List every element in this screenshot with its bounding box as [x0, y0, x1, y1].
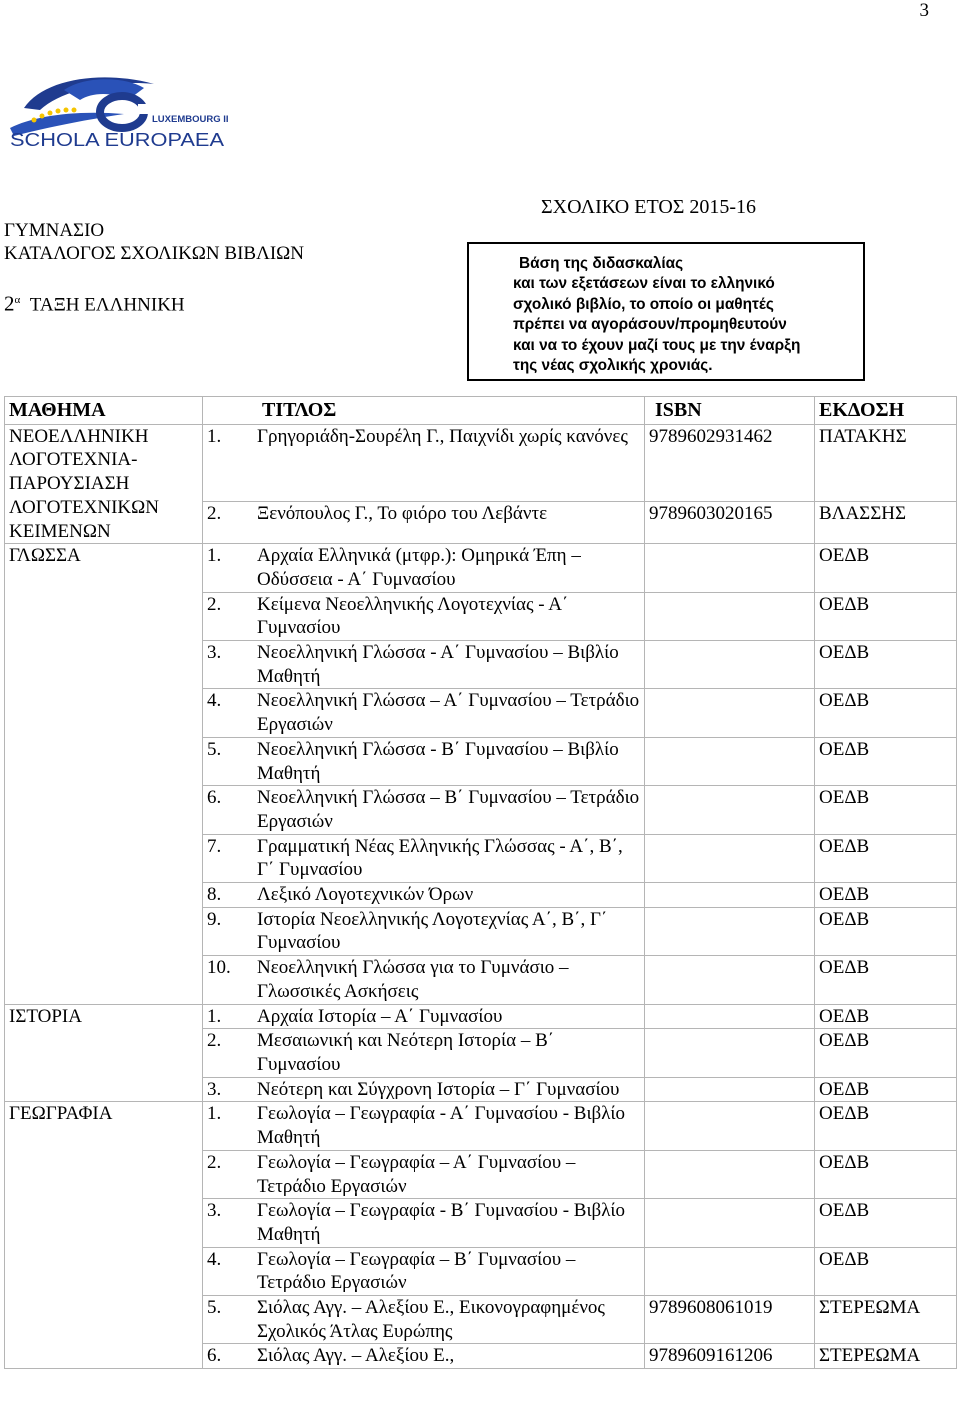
title-cell	[203, 956, 645, 1004]
title-cell	[203, 834, 645, 882]
item-number: 4.	[207, 1248, 222, 1270]
publisher-cell: ΟΕΔΒ	[815, 1102, 957, 1150]
publisher-cell: ΟΕΔΒ	[815, 1150, 957, 1198]
title-cell	[203, 737, 645, 785]
isbn-cell	[645, 1004, 815, 1029]
item-number: 1.	[207, 425, 222, 447]
isbn-cell: 9789602931462	[645, 424, 815, 502]
title-cell	[203, 1247, 645, 1295]
item-number: 2.	[207, 1151, 222, 1173]
grade-title: $2^\alpha$ ΤΑΞΗ ΕΛΛΗΝΙΚΗ	[4, 291, 185, 316]
item-number: 3.	[207, 1200, 222, 1222]
isbn-cell	[645, 883, 815, 908]
book-title: Σιόλας Αγγ. – Αλεξίου Ε.,	[257, 1345, 455, 1367]
isbn-cell	[645, 786, 815, 834]
isbn-cell: 9789609161206	[645, 1344, 815, 1369]
item-number: 6.	[207, 1345, 222, 1367]
isbn-cell	[645, 1150, 815, 1198]
book-title: Νεοελληνική Γλώσσα - Β΄ Γυμνασίου – Βιβλίο Μαθητή	[257, 738, 619, 784]
isbn-cell	[645, 1102, 815, 1150]
isbn-cell	[645, 737, 815, 785]
book-title: Γραμματική Νέας Ελληνικής Γλώσσας - Α΄, Β΄, Γ΄ Γυμνασίου	[257, 835, 623, 881]
title-cell	[203, 786, 645, 834]
svg-text:LUXEMBOURG II: LUXEMBOURG II	[152, 114, 229, 125]
publisher-cell: ΟΕΔΒ	[815, 1247, 957, 1295]
item-number: 3.	[207, 1078, 222, 1100]
table-row	[5, 424, 957, 502]
publisher-cell: ΟΕΔΒ	[815, 956, 957, 1004]
publisher-cell: ΟΕΔΒ	[815, 1077, 957, 1102]
catalog-title: ΚΑΤΑΛΟΓΟΣ ΣΧΟΛΙΚΩΝ ΒΙΒΛΙΩΝ	[4, 243, 305, 264]
isbn-cell	[645, 544, 815, 592]
publisher-cell: ΒΛΑΣΣΗΣ	[815, 502, 957, 544]
isbn-cell	[645, 1199, 815, 1247]
title-cell	[203, 1004, 645, 1029]
publisher-cell: ΟΕΔΒ	[815, 834, 957, 882]
header-publisher: ΕΚΔΟΣΗ	[815, 397, 957, 425]
title-cell	[203, 907, 645, 955]
book-table	[4, 396, 957, 1369]
publisher-cell: ΟΕΔΒ	[815, 689, 957, 737]
title-cell	[203, 1102, 645, 1150]
isbn-cell: 9789608061019	[645, 1296, 815, 1344]
book-title: Κείμενα Νεοελληνικής Λογοτεχνίας - Α΄ Γυμνασίου	[257, 593, 569, 639]
item-number: 10.	[207, 957, 231, 979]
table-row	[5, 1102, 957, 1150]
isbn-cell	[645, 592, 815, 640]
book-title: Σιόλας Αγγ. – Αλεξίου Ε., Εικονογραφημένος Σχολικός Άτλας Ευρώπης	[257, 1297, 605, 1342]
item-number: 1.	[207, 545, 222, 567]
table-row	[5, 1004, 957, 1029]
item-number: 1.	[207, 1005, 222, 1027]
book-title: Αρχαία Ελληνικά (μτφρ.): Ομηρικά Έπη – Οδύσσεια - Α΄ Γυμνασίου	[257, 545, 581, 590]
header-subject: ΜΑΘΗΜΑ	[5, 397, 203, 425]
item-number: 6.	[207, 787, 222, 809]
isbn-cell	[645, 689, 815, 737]
publisher-cell: ΟΕΔΒ	[815, 1029, 957, 1077]
item-number: 2.	[207, 503, 222, 525]
book-title: Μεσαιωνική και Νεότερη Ιστορία – Β΄ Γυμνασίου	[257, 1030, 555, 1075]
subject-cell: ΓΕΩΓΡΑΦΙΑ	[5, 1102, 203, 1369]
publisher-cell: ΣΤΕΡΕΩΜΑ	[815, 1296, 957, 1344]
title-cell	[203, 544, 645, 592]
book-title: Νεοελληνική Γλώσσα - Α΄ Γυμνασίου – Βιβλίο Μαθητή	[257, 642, 619, 687]
title-cell	[203, 1199, 645, 1247]
subject-cell: ΙΣΤΟΡΙΑ	[5, 1004, 203, 1102]
svg-text:SCHOLA EUROPAEA: SCHOLA EUROPAEA	[10, 130, 224, 150]
title-cell	[203, 641, 645, 689]
item-number: 2.	[207, 593, 222, 615]
table-header-row	[5, 397, 957, 425]
book-title: Νεοελληνική Γλώσσα – Α΄ Γυμνασίου – Τετράδιο Εργασιών	[257, 690, 640, 736]
school-year: ΣΧΟΛΙΚΟ ΕΤΟΣ 2015-16	[541, 196, 757, 218]
document-header	[4, 219, 304, 316]
isbn-cell	[645, 1029, 815, 1077]
item-number: 3.	[207, 642, 222, 664]
book-title: Γεωλογία – Γεωγραφία - Α΄ Γυμνασίου - Βιβλίο Μαθητή	[257, 1103, 626, 1149]
book-title: Λεξικό Λογοτεχνικών Όρων	[257, 884, 474, 906]
title-cell	[203, 1296, 645, 1344]
item-number: 8.	[207, 884, 222, 906]
book-title: Γεωλογία – Γεωγραφία - Β΄ Γυμνασίου - Βιβλίο Μαθητή	[257, 1200, 626, 1245]
book-title: Γρηγοριάδη-Σουρέλη Γ., Παιχνίδι χωρίς κανόνες	[257, 425, 628, 447]
publisher-cell: ΟΕΔΒ	[815, 907, 957, 955]
title-cell	[203, 1077, 645, 1102]
item-number: 2.	[207, 1030, 222, 1052]
item-number: 7.	[207, 835, 222, 857]
isbn-cell	[645, 956, 815, 1004]
isbn-cell: 9789603020165	[645, 502, 815, 544]
school-name: ΓΥΜΝΑΣΙΟ	[4, 220, 105, 241]
subject-cell: ΝΕΟΕΛΛΗΝΙΚΗ ΛΟΓΟΤΕΧΝΙΑ- ΠΑΡΟΥΣΙΑΣΗ ΛΟΓΟΤΕΧΝΙΚΩΝ ΚΕΙΜΕΝΩΝ	[5, 424, 203, 544]
item-number: 9.	[207, 908, 222, 930]
item-number: 5.	[207, 738, 222, 760]
publisher-cell: ΟΕΔΒ	[815, 786, 957, 834]
title-cell	[203, 689, 645, 737]
publisher-cell: ΣΤΕΡΕΩΜΑ	[815, 1344, 957, 1369]
publisher-cell: ΠΑΤΑΚΗΣ	[815, 424, 957, 502]
title-cell	[203, 424, 645, 502]
header-title: ΤΙΤΛΟΣ	[203, 397, 645, 425]
header-isbn: ISBN	[645, 397, 815, 425]
schola-europaea-logo	[4, 70, 236, 155]
title-cell	[203, 883, 645, 908]
publisher-cell: ΟΕΔΒ	[815, 544, 957, 592]
book-title: Νεοελληνική Γλώσσα για το Γυμνάσιο – Γλωσσικές Ασκήσεις	[257, 957, 569, 1002]
isbn-cell	[645, 907, 815, 955]
book-title: Γεωλογία – Γεωγραφία – Α΄ Γυμνασίου – Τετράδιο Εργασιών	[257, 1151, 576, 1197]
publisher-cell: ΟΕΔΒ	[815, 737, 957, 785]
title-cell	[203, 592, 645, 640]
title-cell	[203, 1344, 645, 1369]
title-cell	[203, 1150, 645, 1198]
book-title: Γεωλογία – Γεωγραφία – Β΄ Γυμνασίου – Τετράδιο Εργασιών	[257, 1248, 576, 1294]
book-title: Νεοελληνική Γλώσσα – Β΄ Γυμνασίου – Τετράδιο Εργασιών	[257, 787, 640, 832]
isbn-cell	[645, 1077, 815, 1102]
publisher-cell: ΟΕΔΒ	[815, 1199, 957, 1247]
title-cell	[203, 502, 645, 544]
notice-box: Βάση της διδασκαλίας και των εξετάσεων είναι το ελληνικό σχολικό βιβλίο, το οποίο οι μαθητές πρέπει να αγοράσουν/προμηθευτούν και να το έχουν μαζί τους με την έναρξη της νέας σχολικής χρονιάς.	[467, 242, 865, 381]
isbn-cell	[645, 834, 815, 882]
publisher-cell: ΟΕΔΒ	[815, 592, 957, 640]
publisher-cell: ΟΕΔΒ	[815, 641, 957, 689]
publisher-cell: ΟΕΔΒ	[815, 883, 957, 908]
book-title: Ιστορία Νεοελληνικής Λογοτεχνίας Α΄, Β΄, Γ΄ Γυμνασίου	[257, 908, 608, 954]
page-number: 3	[919, 0, 929, 21]
title-cell	[203, 1029, 645, 1077]
item-number: 1.	[207, 1103, 222, 1125]
isbn-cell	[645, 641, 815, 689]
table-row	[5, 544, 957, 592]
item-number: 4.	[207, 690, 222, 712]
isbn-cell	[645, 1247, 815, 1295]
book-title: Αρχαία Ιστορία – Α΄ Γυμνασίου	[257, 1005, 503, 1027]
subject-cell: ΓΛΩΣΣΑ	[5, 544, 203, 1004]
book-title: Ξενόπουλος Γ., Το φιόρο του Λεβάντε	[257, 503, 548, 525]
book-title: Νεότερη και Σύγχρονη Ιστορία – Γ΄ Γυμνασίου	[257, 1078, 620, 1100]
publisher-cell: ΟΕΔΒ	[815, 1004, 957, 1029]
item-number: 5.	[207, 1297, 222, 1319]
